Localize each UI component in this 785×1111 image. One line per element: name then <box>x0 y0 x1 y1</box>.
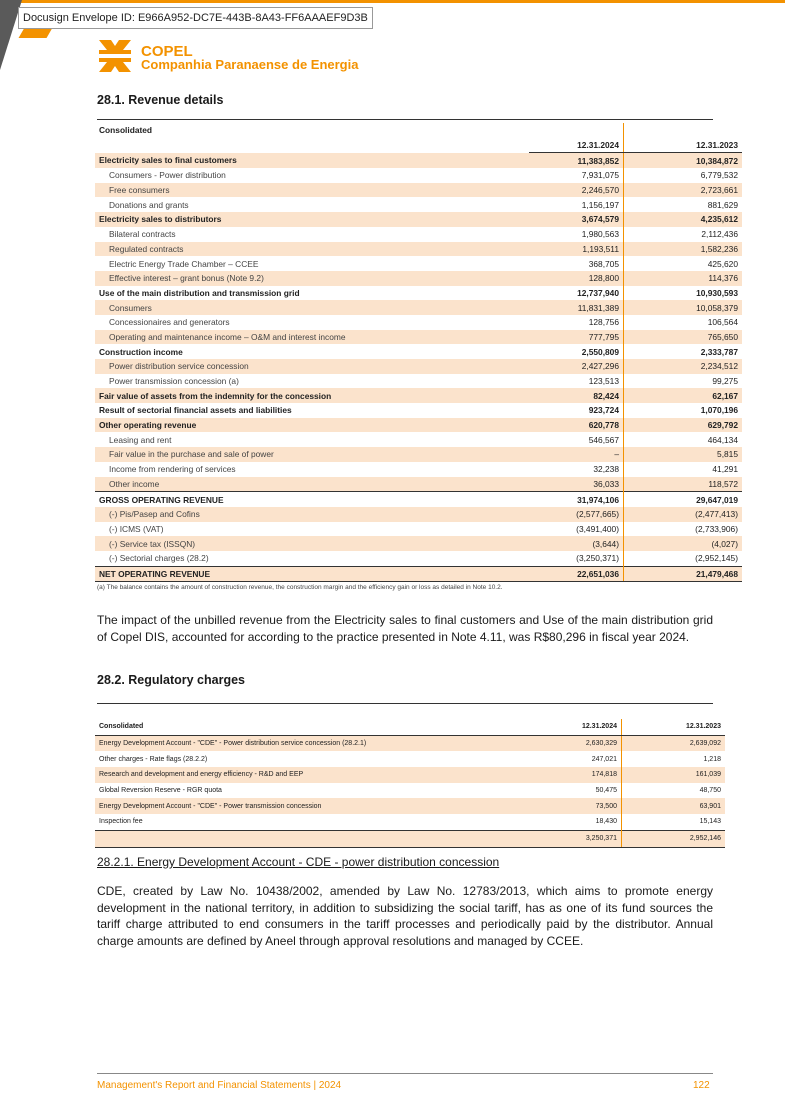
row-value-2023: 63,901 <box>622 798 726 814</box>
row-label: Free consumers <box>95 183 529 198</box>
row-value-2024: 82,424 <box>529 388 624 403</box>
table-row <box>95 447 742 462</box>
row-value-2024: 32,238 <box>529 462 624 477</box>
row-label: Leasing and rent <box>109 434 172 445</box>
row-value-2024: 11,383,852 <box>529 153 624 168</box>
row-label: Electric Energy Trade Chamber – CCEE <box>109 258 259 269</box>
table2-heading: Consolidated <box>95 719 543 735</box>
cde-paragraph: CDE, created by Law No. 10438/2002, amended by Law No. 12783/2013, which aims to promote energy development in the national territory, in addition to subsidizing the social tariff, has as one of its fund sources the tariff charge attributed to end consumers in the tariff processes and periodically paid by the distributor. Annual charge amounts are defined by Aneel through approval resolutions and managed by CCEE. <box>97 884 713 948</box>
row-label: Electricity sales to distributors <box>95 212 529 227</box>
row-value-2023: 161,039 <box>622 767 726 783</box>
row-label: (-) Service tax (ISSQN) <box>95 536 529 551</box>
row-value-2023: 21,479,468 <box>624 566 743 582</box>
row-label: Energy Development Account - "CDE" - Power distribution service concession (28.2.1) <box>95 735 543 751</box>
row-value-2023: 1,070,196 <box>700 405 738 416</box>
table2-row <box>95 783 725 799</box>
table2-total-row <box>95 830 725 847</box>
row-value-2024: 247,021 <box>543 751 622 767</box>
row-value-2023: (2,477,413) <box>624 507 743 522</box>
footer-report-title: Management's Report and Financial Statements | 2024 <box>97 1080 342 1091</box>
revenue-table <box>95 123 742 582</box>
row-label: Global Reversion Reserve - RGR quota <box>99 787 222 795</box>
row-value-2024: 18,430 <box>543 814 622 830</box>
table-row <box>95 551 742 566</box>
row-value-2024: 12,737,940 <box>529 286 624 301</box>
table-row <box>95 153 742 168</box>
row-value-2024: 123,513 <box>529 374 624 389</box>
row-value-2024: 368,705 <box>529 256 624 271</box>
row-value-2023: 41,291 <box>712 464 738 475</box>
regulatory-table <box>95 719 725 848</box>
row-value-2024: 7,931,075 <box>529 168 624 183</box>
total-label <box>95 830 543 847</box>
row-value-2024: (3,644) <box>529 536 624 551</box>
row-label: Consumers - Power distribution <box>109 170 226 181</box>
table2-row <box>95 735 725 751</box>
row-value-2024: 620,778 <box>529 418 624 433</box>
row-value-2023: 5,815 <box>624 447 743 462</box>
row-value-2023: (2,733,906) <box>695 523 738 534</box>
row-value-2024: 2,630,329 <box>543 735 622 751</box>
table2-row <box>95 751 725 767</box>
row-label: (-) ICMS (VAT) <box>109 523 164 534</box>
copel-logo-icon <box>97 38 133 74</box>
table-row <box>95 374 742 389</box>
row-label: Research and development and energy efficiency - R&D and EEP <box>95 767 543 783</box>
table-row <box>95 522 742 537</box>
row-label: Consumers <box>95 300 529 315</box>
row-value-2024: 2,427,296 <box>529 359 624 374</box>
row-label: Use of the main distribution and transmission grid <box>99 287 300 298</box>
table-row <box>95 256 742 271</box>
logo-name: COPEL <box>141 43 193 60</box>
row-label: NET OPERATING REVENUE <box>95 566 529 582</box>
row-label: Other charges - Rate flags (28.2.2) <box>99 755 208 763</box>
row-label: Effective interest – grant bonus (Note 9.2) <box>95 271 529 286</box>
table-row <box>95 227 742 242</box>
table-row <box>95 359 742 374</box>
total-value-2023: 2,952,146 <box>622 830 726 847</box>
table2-row <box>95 798 725 814</box>
table2-row <box>95 814 725 830</box>
unbilled-revenue-paragraph: The impact of the unbilled revenue from the Electricity sales to final customers and Use of the main distribution grid of Copel DIS, accounted for according to the practice presented in Note 4.11, was R$80,296 in fiscal year 2024. <box>97 613 713 644</box>
table2-column-header-2023: 12.31.2023 <box>622 719 726 735</box>
table-row <box>95 492 742 507</box>
table-heading: Consolidated <box>99 125 153 136</box>
row-value-2023: 118,572 <box>624 477 743 492</box>
column-header-2023: 12.31.2023 <box>624 138 743 153</box>
row-label: Fair value of assets from the indemnity for the concession <box>95 388 529 403</box>
table-row <box>95 536 742 551</box>
row-value-2024: 22,651,036 <box>529 566 624 582</box>
row-value-2023: 881,629 <box>707 199 738 210</box>
total-value-2024: 3,250,371 <box>543 830 622 847</box>
row-label: Operating and maintenance income – O&M and interest income <box>95 330 529 345</box>
row-value-2023: 99,275 <box>712 376 738 387</box>
row-value-2024: 1,193,511 <box>529 242 624 257</box>
table2-top-rule <box>97 703 713 704</box>
row-value-2024: 1,156,197 <box>529 197 624 212</box>
row-value-2023: 2,234,512 <box>624 359 743 374</box>
row-value-2023: 106,564 <box>707 317 738 328</box>
row-value-2023: 1,218 <box>703 755 721 763</box>
table-row <box>95 242 742 257</box>
table-row <box>95 566 742 582</box>
row-value-2024: 11,831,389 <box>529 300 624 315</box>
row-value-2024: (3,491,400) <box>529 522 624 537</box>
row-label: Other income <box>95 477 529 492</box>
table-row <box>95 418 742 433</box>
table-row <box>95 315 742 330</box>
table-row <box>95 183 742 198</box>
logo-full-name: Companhia Paranaense de Energia <box>141 57 359 72</box>
row-value-2023: 10,384,872 <box>624 153 743 168</box>
table-row <box>95 403 742 418</box>
row-value-2023: 2,723,661 <box>624 183 743 198</box>
table-row <box>95 507 742 522</box>
row-value-2024: 546,567 <box>529 432 624 447</box>
row-value-2023: 6,779,532 <box>700 170 738 181</box>
row-value-2023: 114,376 <box>624 271 743 286</box>
table2-column-header-2024: 12.31.2024 <box>543 719 622 735</box>
row-label: Bilateral contracts <box>109 229 176 240</box>
row-label: Donations and grants <box>109 199 189 210</box>
table-row <box>95 271 742 286</box>
row-label: (-) Pis/Pasep and Cofins <box>95 507 529 522</box>
row-label: Result of sectorial financial assets and liabilities <box>99 405 292 416</box>
row-value-2024: 31,974,106 <box>529 492 624 507</box>
row-value-2024: 1,980,563 <box>529 227 624 242</box>
table-row <box>95 477 742 492</box>
section-title-revenue: 28.1. Revenue details <box>97 93 224 107</box>
row-label: Other operating revenue <box>95 418 529 433</box>
row-value-2024: 777,795 <box>529 330 624 345</box>
row-value-2024: 2,246,570 <box>529 183 624 198</box>
table-top-rule <box>97 119 713 120</box>
table-footnote: (a) The balance contains the amount of construction revenue, the construction margin and the efficiency gain or loss as detailed in Note 10.2. <box>97 584 503 591</box>
row-value-2023: 629,792 <box>624 418 743 433</box>
row-label: (-) Sectorial charges (28.2) <box>109 553 209 564</box>
row-label: Income from rendering of services <box>109 464 236 475</box>
row-label: Power distribution service concession <box>95 359 529 374</box>
row-value-2023: (4,027) <box>624 536 743 551</box>
subsection-title-cde: 28.2.1. Energy Development Account - CDE - power distribution concession <box>97 855 500 869</box>
row-value-2024: 923,724 <box>529 403 624 418</box>
row-label: Power transmission concession (a) <box>109 376 239 387</box>
row-value-2023: 10,930,593 <box>696 287 738 298</box>
row-label: GROSS OPERATING REVENUE <box>95 492 529 507</box>
row-value-2023: 29,647,019 <box>624 492 743 507</box>
docusign-envelope-id: Docusign Envelope ID: E966A952-DC7E-443B-8A43-FF6AAAEF9D3B <box>18 7 373 29</box>
row-value-2023: 62,167 <box>624 388 743 403</box>
row-label: Concessionaires and generators <box>109 317 230 328</box>
row-value-2024: 174,818 <box>543 767 622 783</box>
row-value-2023: 765,650 <box>624 330 743 345</box>
row-value-2024: (3,250,371) <box>529 551 624 566</box>
section-title-regulatory: 28.2. Regulatory charges <box>97 673 245 687</box>
row-value-2023: 15,143 <box>699 818 721 826</box>
footer-rule <box>97 1073 713 1074</box>
row-value-2024: 128,800 <box>529 271 624 286</box>
row-value-2024: – <box>529 447 624 462</box>
row-value-2024: 2,550,809 <box>529 344 624 359</box>
row-value-2023: 2,639,092 <box>622 735 726 751</box>
row-value-2024: 128,756 <box>529 315 624 330</box>
table-row <box>95 388 742 403</box>
row-value-2024: 3,674,579 <box>529 212 624 227</box>
table-row <box>95 286 742 301</box>
row-value-2023: 425,620 <box>707 258 738 269</box>
row-value-2023: 2,333,787 <box>700 346 738 357</box>
table-row <box>95 330 742 345</box>
row-value-2023: 48,750 <box>699 787 721 795</box>
row-value-2024: 50,475 <box>543 783 622 799</box>
row-label: Fair value in the purchase and sale of power <box>95 447 529 462</box>
page-number: 122 <box>693 1080 710 1091</box>
row-value-2023: 4,235,612 <box>624 212 743 227</box>
table-row <box>95 168 742 183</box>
row-value-2024: 36,033 <box>529 477 624 492</box>
table-row <box>95 462 742 477</box>
row-value-2024: (2,577,665) <box>529 507 624 522</box>
table2-row <box>95 767 725 783</box>
row-value-2023: 464,134 <box>707 434 738 445</box>
row-value-2023: (2,952,145) <box>695 553 738 564</box>
row-value-2023: 1,582,236 <box>624 242 743 257</box>
table-row <box>95 197 742 212</box>
row-value-2024: 73,500 <box>543 798 622 814</box>
row-label: Construction income <box>99 346 183 357</box>
table-row <box>95 432 742 447</box>
top-accent-bar <box>0 0 785 3</box>
row-label: Energy Development Account - "CDE" - Power transmission concession <box>95 798 543 814</box>
table-row <box>95 344 742 359</box>
table-row <box>95 300 742 315</box>
row-label: Regulated contracts <box>95 242 529 257</box>
row-label: Electricity sales to final customers <box>95 153 529 168</box>
row-value-2023: 10,058,379 <box>624 300 743 315</box>
column-header-2024: 12.31.2024 <box>529 138 624 153</box>
table-row <box>95 212 742 227</box>
row-label: Inspection fee <box>99 818 143 826</box>
row-value-2023: 2,112,436 <box>701 229 738 240</box>
